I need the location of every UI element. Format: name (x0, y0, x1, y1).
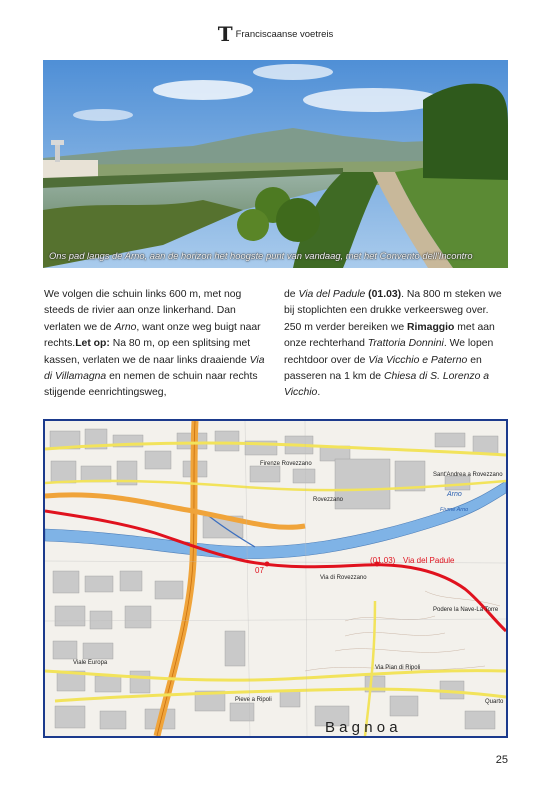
text-run: Rimaggio (407, 321, 455, 333)
map-label-via-pian-di-ripoli: Via Pian di Ripoli (375, 665, 421, 671)
text-run: Via di Villamagna (44, 354, 265, 383)
map-waypoint-07: 07 (255, 566, 264, 575)
text-run: Via del Padule (298, 289, 366, 300)
text-run: Chiesa di S. Lorenzo a Vicchio (284, 371, 490, 399)
map-label-arno: Arno (447, 491, 462, 498)
text-run: en passeren na 1 km de (284, 354, 482, 383)
book-title: Franciscaanse voetreis (235, 28, 334, 40)
text-run: We volgen die schuin links 600 m, met nog steeds de rivier aan onze linkerhand. Dan verlaten we de (44, 289, 242, 333)
arno-river-photo (43, 60, 508, 268)
map-label-quarto: Quarto (485, 699, 504, 705)
photo-caption: Ons pad langs de Arno, aan de horizon het hoogste punt van vandaag, met het Convento dell'Incontro (49, 250, 473, 261)
text-run: . (317, 387, 321, 399)
paragraph-right (284, 287, 508, 402)
text-run: . We lopen rechtdoor over de (284, 338, 494, 366)
page-number: 25 (495, 754, 508, 766)
route-map (43, 419, 508, 738)
map-label-bagno: B a g n o a (325, 719, 398, 736)
map-label-podere: Podere la Nave-La Torre (433, 607, 499, 613)
text-run: Arno (114, 321, 137, 333)
text-run: Trattoria Donnini (367, 338, 444, 350)
map-label-santandrea: Sant'Andrea a Rovezzano (433, 472, 503, 478)
text-run: . Na 800 m steken we bij stoplichten een drukke verkeersweg over. 250 m verder bereiken we (284, 289, 502, 333)
text-column-left (44, 287, 269, 402)
text-run: en nemen de schuin naar rechts stijgende eenrichtingsweg, (44, 371, 258, 399)
tau-cross-icon: T (217, 22, 233, 46)
text-run: (01.03) (368, 289, 402, 300)
map-label-via-rovezzano: Via di Rovezzano (320, 575, 367, 581)
text-run: de (284, 289, 299, 300)
page-header (0, 22, 551, 46)
text-run: Na 80 m, op een splitsing met kassen, verlaten we de naar links draaiende (44, 338, 251, 366)
text-run: , want onze weg buigt naar rechts. (44, 321, 261, 350)
text-run: Let op: (75, 338, 110, 350)
map-label-rovezzano: Rovezzano (313, 497, 344, 503)
paragraph-left (44, 287, 269, 402)
text-run: met aan onze rechterhand (284, 321, 495, 350)
map-label-viale-europa: Viale Europa (73, 660, 108, 666)
text-column-right (284, 287, 508, 402)
map-label-firenze-rovezzano: Firenze Rovezzano (260, 461, 312, 467)
map-label-via-del-padule: Via del Padule (403, 556, 455, 565)
map-label-pieve: Pieve a Ripoli (235, 697, 272, 703)
map-waypoint-0103: (01.03) (370, 556, 396, 565)
text-run: Via Vicchio e Paterno (368, 354, 468, 366)
map-label-fiume-arno: Fiume Arno (440, 507, 469, 513)
